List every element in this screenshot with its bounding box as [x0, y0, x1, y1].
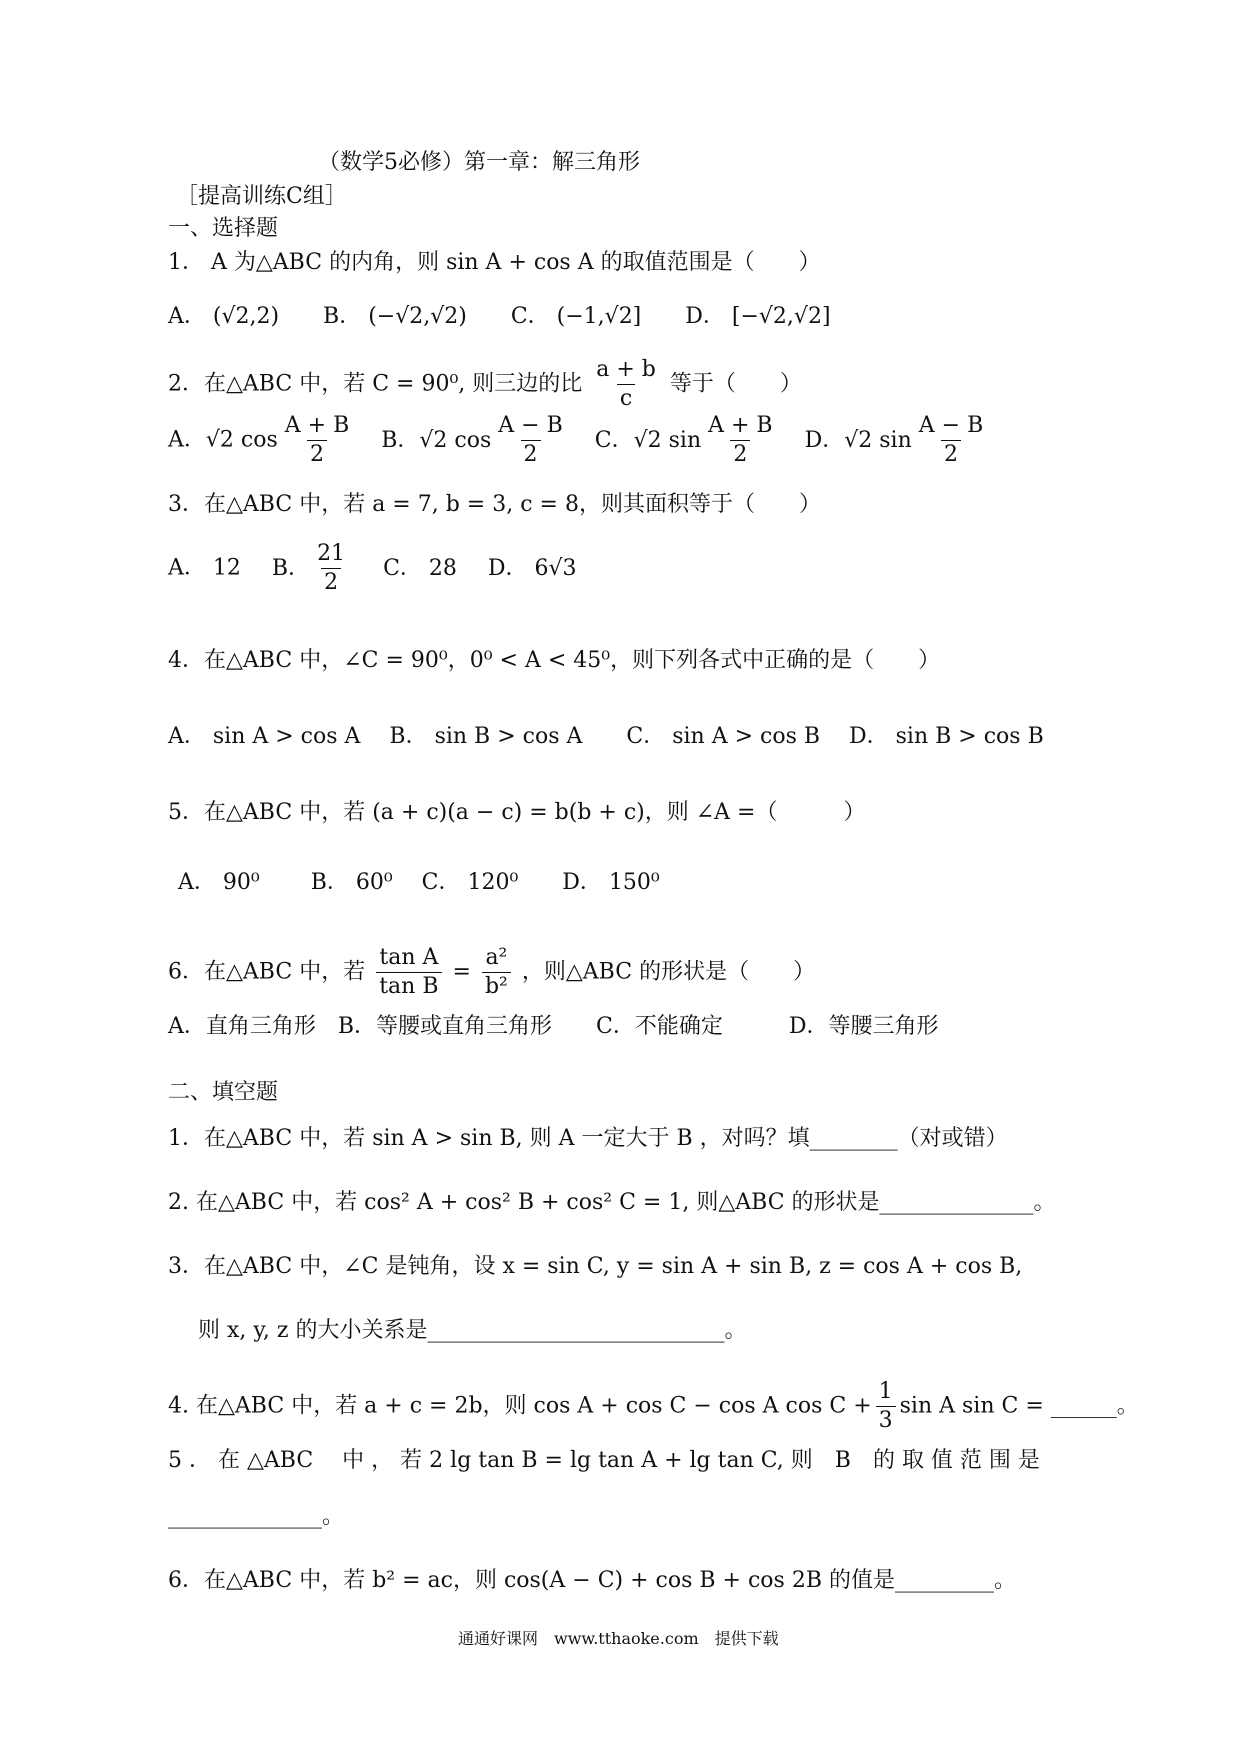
question-2-options — [168, 412, 990, 469]
fraction-numerator: tan A — [379, 945, 439, 970]
option-a-fraction — [282, 412, 352, 469]
question-5-options: A． 90⁰ B． 60⁰ C． 120⁰ D． 150⁰ — [178, 870, 660, 895]
question-2-text: 2．在△ABC 中，若 C = 90⁰, 则三边的比 — [168, 371, 583, 397]
option-b: B．√2 cos — [381, 427, 492, 453]
fraction-denominator: tan B — [376, 972, 441, 1001]
fraction-numerator: a² — [485, 945, 508, 970]
equals-sign: = — [452, 959, 471, 985]
option-b: B． — [271, 555, 311, 581]
fraction-denominator: c — [617, 384, 635, 413]
fill-question-4 — [168, 1378, 1139, 1435]
question-6-options: A．直角三角形 B．等腰或直角三角形 C．不能确定 D．等腰三角形 — [168, 1014, 939, 1039]
fill-question-6: 6．在△ABC 中，若 b² = ac，则 cos(A − C) + cos B + cos 2B 的值是_________。 — [168, 1568, 1016, 1593]
fraction-numerator: 21 — [317, 541, 346, 566]
fill-question-4-text: 4. 在△ABC 中，若 a + c = 2b，则 cos A + cos C − cos A cos C + — [168, 1393, 872, 1419]
fraction-numerator: A − B — [918, 413, 984, 438]
question-2-tail: 等于（ ） — [669, 371, 802, 397]
option-b-fraction — [314, 540, 348, 597]
fraction-denominator: 2 — [321, 568, 341, 597]
fraction-denominator: 3 — [876, 1406, 896, 1435]
side-squares-fraction — [482, 944, 511, 1001]
fill-question-3-cont: 则 x, y, z 的大小关系是___________________________。 — [198, 1318, 747, 1343]
page-title: （数学5必修）第一章：解三角形 — [318, 150, 640, 175]
question-6-tail: ，则△ABC 的形状是（ ） — [521, 959, 816, 985]
question-4-options: A． sin A > cos A B． sin B > cos A C． sin A > cos B D． sin B > cos B — [168, 724, 1044, 749]
fill-question-1: 1．在△ABC 中，若 sin A > sin B, 则 A 一定大于 B ，对吗？填________（对或错） — [168, 1126, 1008, 1151]
option-a: A． 12 — [168, 555, 241, 581]
option-d: D．√2 sin — [804, 427, 912, 453]
question-6-text: 6．在△ABC 中，若 — [168, 959, 366, 985]
fraction-numerator: 1 — [878, 1379, 893, 1404]
fraction-denominator: 2 — [730, 440, 750, 469]
option-c-fraction — [705, 412, 775, 469]
fraction-numerator: A − B — [498, 413, 563, 438]
fill-question-3: 3．在△ABC 中，∠C 是钝角，设 x = sin C, y = sin A + sin B, z = cos A + cos B, — [168, 1254, 1023, 1279]
page-footer: 通通好课网 www.tthaoke.com 提供下载 — [458, 1629, 779, 1648]
question-3-options — [168, 540, 577, 597]
option-a: A．√2 cos — [168, 427, 278, 453]
tangent-ratio-fraction — [376, 944, 441, 1001]
option-d: D． 6√3 — [487, 555, 577, 581]
option-c: C．√2 sin — [594, 427, 702, 453]
option-d-fraction — [916, 412, 986, 469]
fraction-denominator: 2 — [307, 440, 327, 469]
fraction-denominator: 2 — [521, 440, 541, 469]
fill-question-5: 5 ． 在 △ABC 中 ， 若 2 lg tan B = lg tan A + lg tan C, 则 B 的 取 值 范 围 是 — [168, 1448, 1040, 1473]
question-5-stem: 5．在△ABC 中，若 (a + c)(a − c) = b(b + c)，则 ∠A =（ ） — [168, 800, 866, 825]
section-heading-choice: 一、选择题 — [168, 216, 279, 241]
fraction-denominator: b² — [482, 972, 511, 1001]
question-1-stem: 1． A 为△ABC 的内角，则 sin A + cos A 的取值范围是（ ） — [168, 250, 821, 275]
side-ratio-fraction — [593, 356, 659, 413]
fraction-numerator: A + B — [708, 413, 773, 438]
section-heading-fill: 二、填空题 — [168, 1080, 279, 1105]
fraction-numerator: a + b — [596, 357, 656, 382]
fraction-numerator: A + B — [284, 413, 350, 438]
option-b-fraction — [495, 412, 565, 469]
question-4-stem: 4．在△ABC 中，∠C = 90⁰，0⁰ < A < 45⁰，则下列各式中正确的是（ ） — [168, 648, 941, 673]
one-third-fraction — [876, 1378, 896, 1435]
question-2-stem — [168, 356, 802, 413]
option-c: C． 28 — [383, 555, 457, 581]
question-1-options: A． (√2,2) B． (−√2,√2) C． (−1,√2] D． [−√2,√2] — [168, 304, 831, 329]
group-label: ［提高训练C组］ — [176, 184, 347, 209]
question-3-stem: 3．在△ABC 中，若 a = 7, b = 3, c = 8，则其面积等于（ ） — [168, 492, 821, 517]
fill-question-2: 2. 在△ABC 中，若 cos² A + cos² B + cos² C = 1, 则△ABC 的形状是______________。 — [168, 1190, 1056, 1215]
question-6-stem — [168, 944, 815, 1001]
fill-question-5-cont: ______________。 — [168, 1504, 345, 1529]
fraction-denominator: 2 — [941, 440, 961, 469]
fill-question-4-tail: sin A sin C = ______。 — [899, 1393, 1139, 1419]
